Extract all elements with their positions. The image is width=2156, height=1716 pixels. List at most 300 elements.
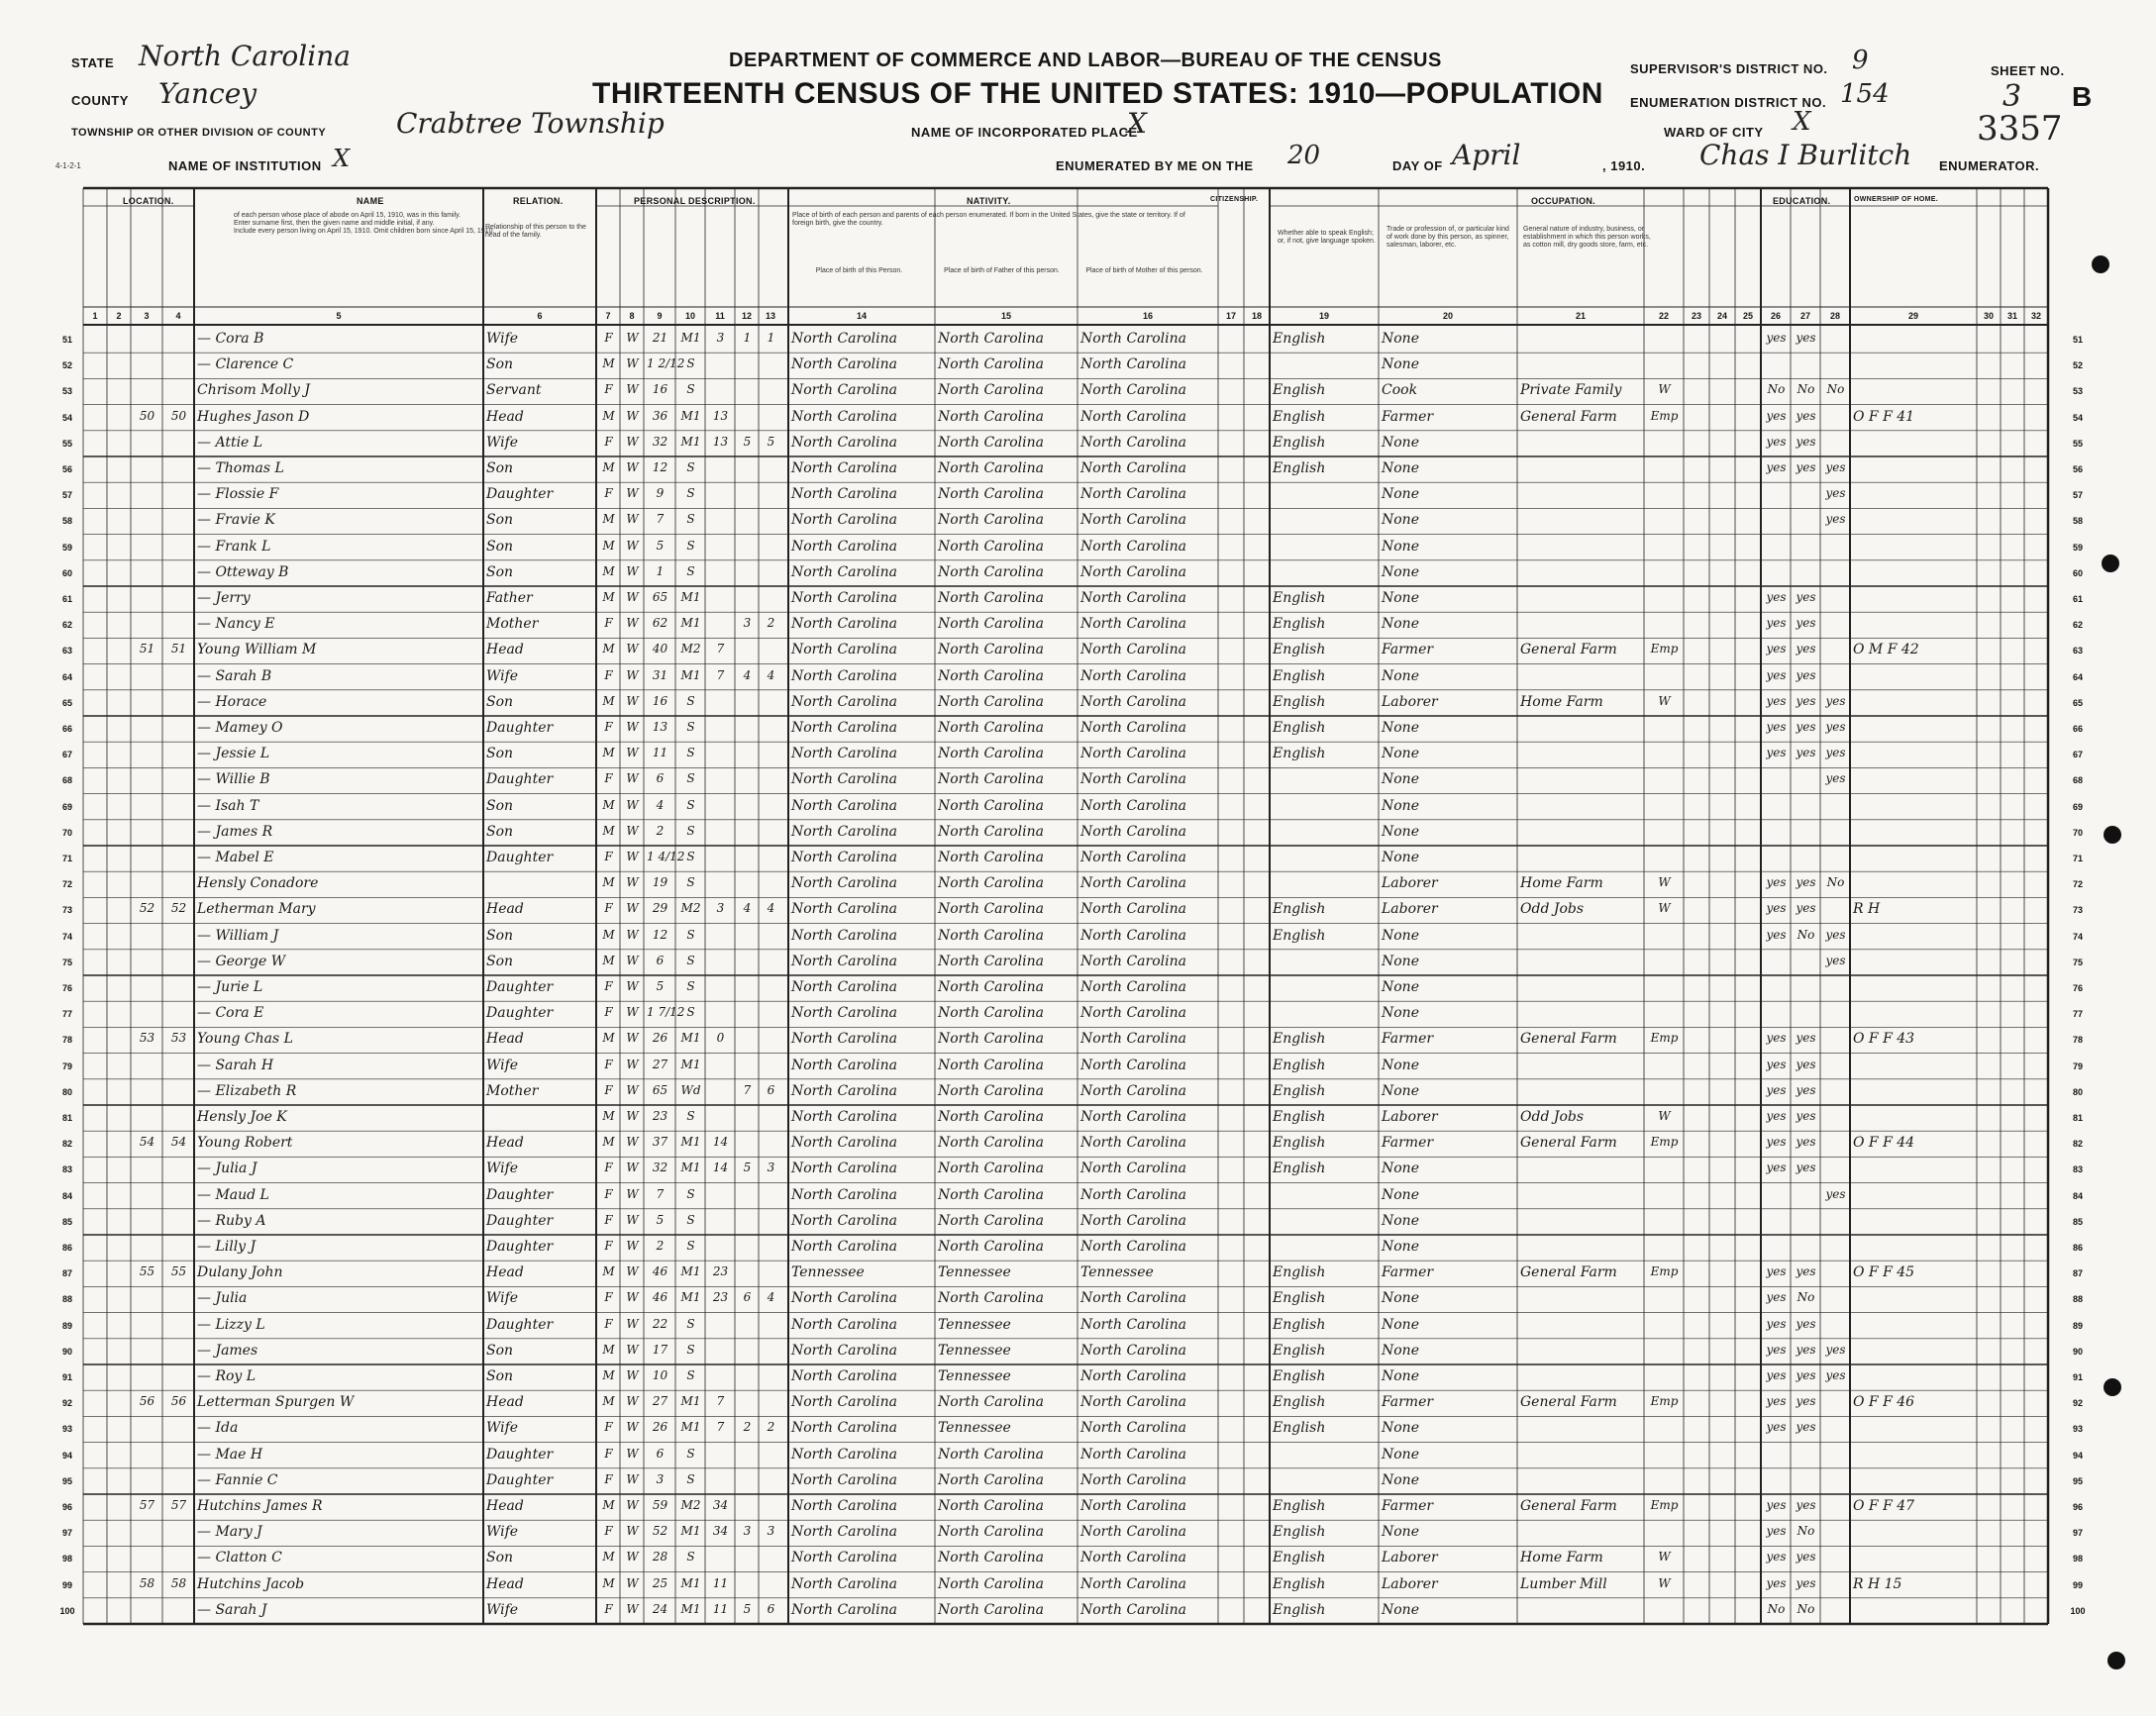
cell-trade: None bbox=[1382, 927, 1419, 944]
cell-children-born: 2 bbox=[743, 1420, 752, 1435]
cell-birth-father: North Carolina bbox=[938, 538, 1044, 555]
cell-write: No bbox=[1797, 1524, 1815, 1539]
cell-birth-mother: North Carolina bbox=[1080, 460, 1186, 476]
cell-age: 7 bbox=[656, 512, 665, 527]
cell-birth-father: North Carolina bbox=[938, 1471, 1044, 1488]
cell-language: English bbox=[1273, 746, 1326, 762]
cell-age: 27 bbox=[652, 1394, 668, 1409]
cell-birth-person: Tennessee bbox=[791, 1264, 865, 1281]
cell-race: W bbox=[626, 1161, 639, 1175]
line-number-right: 51 bbox=[2072, 335, 2083, 345]
line-number-left: 63 bbox=[61, 646, 72, 656]
enumerated-month: April bbox=[1452, 139, 1521, 171]
cell-birth-father: North Carolina bbox=[938, 875, 1044, 892]
state-label: STATE bbox=[71, 55, 115, 70]
cell-employer: Emp bbox=[1650, 1264, 1679, 1279]
cell-school: yes bbox=[1825, 460, 1846, 474]
cell-relation: Daughter bbox=[486, 1446, 554, 1463]
cell-relation: Son bbox=[486, 1368, 514, 1384]
cell-birth-father: North Carolina bbox=[938, 1575, 1044, 1592]
column-number: 32 bbox=[2030, 311, 2041, 321]
cell-employer: Emp bbox=[1650, 1394, 1679, 1409]
cell-write: yes bbox=[1796, 875, 1816, 890]
cell-birth-mother: North Carolina bbox=[1080, 746, 1186, 762]
cell-years-married: 0 bbox=[716, 1031, 725, 1046]
cell-birth-mother: North Carolina bbox=[1080, 1471, 1186, 1488]
cell-sex: M bbox=[602, 408, 615, 423]
cell-birth-person: North Carolina bbox=[791, 1471, 897, 1488]
cell-years-married: 13 bbox=[712, 434, 729, 449]
cell-school: No bbox=[1826, 875, 1845, 890]
cell-birth-person: North Carolina bbox=[791, 901, 897, 918]
cell-age: 65 bbox=[652, 1082, 668, 1097]
cell-school: yes bbox=[1825, 512, 1846, 527]
column-number: 3 bbox=[144, 311, 150, 321]
cell-birth-person: North Carolina bbox=[791, 1342, 897, 1359]
cell-write: yes bbox=[1796, 616, 1816, 631]
column-number: 6 bbox=[537, 311, 543, 321]
cell-age: 31 bbox=[652, 667, 668, 682]
cell-birth-mother: North Carolina bbox=[1080, 823, 1186, 840]
cell-age: 26 bbox=[652, 1031, 668, 1046]
cell-birth-person: North Carolina bbox=[791, 642, 897, 658]
cell-sex: F bbox=[604, 1316, 613, 1331]
cell-marital: S bbox=[686, 1368, 695, 1382]
line-number-right: 61 bbox=[2072, 594, 2083, 604]
cell-race: W bbox=[626, 1575, 639, 1590]
cell-children-living: 6 bbox=[767, 1082, 775, 1097]
cell-race: W bbox=[626, 460, 639, 474]
cell-employer: Emp bbox=[1650, 1031, 1679, 1046]
cell-relation: Son bbox=[486, 1342, 514, 1359]
cell-relation: Wife bbox=[486, 331, 519, 347]
cell-birth-father: North Carolina bbox=[938, 1446, 1044, 1463]
cell-industry: Home Farm bbox=[1520, 1550, 1603, 1566]
cell-read: yes bbox=[1766, 1498, 1787, 1512]
cell-name: — Roy L bbox=[197, 1368, 257, 1384]
cell-family: 58 bbox=[170, 1575, 187, 1590]
cell-birth-person: North Carolina bbox=[791, 1498, 897, 1514]
cell-birth-mother: North Carolina bbox=[1080, 1005, 1186, 1022]
cell-language: English bbox=[1273, 1109, 1326, 1125]
line-number-right: 91 bbox=[2072, 1372, 2083, 1382]
cell-relation: Son bbox=[486, 746, 514, 762]
cell-birth-mother: North Carolina bbox=[1080, 667, 1186, 684]
cell-age: 5 bbox=[656, 1212, 665, 1227]
cell-sex: F bbox=[604, 1524, 613, 1539]
cell-marital: S bbox=[686, 746, 695, 760]
cell-language: English bbox=[1273, 434, 1326, 451]
cell-race: W bbox=[626, 953, 639, 967]
line-number-left: 81 bbox=[61, 1113, 72, 1123]
line-number-right: 80 bbox=[2072, 1086, 2083, 1097]
cell-read: yes bbox=[1766, 927, 1787, 942]
cell-language: English bbox=[1273, 901, 1326, 918]
line-number-left: 79 bbox=[61, 1060, 72, 1071]
cell-write: yes bbox=[1796, 1368, 1816, 1382]
cell-industry: General Farm bbox=[1520, 1031, 1617, 1048]
cell-age: 62 bbox=[652, 616, 668, 631]
cell-write: yes bbox=[1796, 1394, 1816, 1409]
cell-name: — Nancy E bbox=[197, 616, 275, 633]
cell-trade: Laborer bbox=[1382, 1575, 1438, 1592]
cell-birth-father: Tennessee bbox=[938, 1420, 1011, 1437]
cell-birth-mother: North Carolina bbox=[1080, 1446, 1186, 1463]
cell-age: 36 bbox=[652, 408, 668, 423]
cell-sex: F bbox=[604, 1212, 613, 1227]
cell-write: yes bbox=[1796, 1550, 1816, 1565]
cell-name: — Clarence C bbox=[197, 356, 294, 373]
cell-trade: None bbox=[1382, 771, 1419, 788]
cell-race: W bbox=[626, 356, 639, 371]
cell-trade: Farmer bbox=[1382, 1498, 1434, 1514]
cell-read: yes bbox=[1766, 408, 1787, 423]
cell-race: W bbox=[626, 667, 639, 682]
cell-name: — Mae H bbox=[197, 1446, 263, 1463]
cell-own: R H 15 bbox=[1853, 1575, 1902, 1592]
cell-write: yes bbox=[1796, 1316, 1816, 1331]
line-number-left: 98 bbox=[61, 1554, 72, 1565]
language-desc: Whether able to speak English; or, if not, give language spoken. bbox=[1278, 230, 1376, 245]
cell-age: 32 bbox=[652, 434, 668, 449]
cell-dwelling: 52 bbox=[139, 901, 155, 916]
cell-language: English bbox=[1273, 1290, 1326, 1307]
cell-birth-father: North Carolina bbox=[938, 979, 1044, 995]
cell-relation: Wife bbox=[486, 1290, 519, 1307]
cell-relation: Son bbox=[486, 953, 514, 969]
cell-read: yes bbox=[1766, 693, 1787, 708]
line-number-left: 78 bbox=[61, 1035, 72, 1046]
cell-read: No bbox=[1767, 1601, 1786, 1616]
cell-own: O F F 45 bbox=[1853, 1264, 1915, 1281]
cell-industry: Home Farm bbox=[1520, 875, 1603, 892]
cell-race: W bbox=[626, 1550, 639, 1565]
cell-children-living: 2 bbox=[767, 616, 775, 631]
cell-name: — Fravie K bbox=[197, 512, 275, 529]
cell-birth-mother: North Carolina bbox=[1080, 693, 1186, 710]
cell-language: English bbox=[1273, 1550, 1326, 1566]
cell-age: 12 bbox=[652, 927, 668, 942]
enumerated-label: ENUMERATED BY ME ON THE bbox=[1056, 158, 1254, 173]
cell-race: W bbox=[626, 1005, 639, 1020]
cell-relation: Wife bbox=[486, 1161, 519, 1177]
cell-relation: Head bbox=[486, 642, 524, 658]
column-number: 9 bbox=[657, 311, 663, 321]
line-number-right: 95 bbox=[2072, 1475, 2083, 1486]
cell-birth-father: Tennessee bbox=[938, 1342, 1011, 1359]
cell-birth-father: North Carolina bbox=[938, 382, 1044, 399]
cell-age: 40 bbox=[652, 642, 668, 656]
incorporated-label: NAME OF INCORPORATED PLACE bbox=[911, 125, 1138, 140]
cell-sex: M bbox=[602, 512, 615, 527]
cell-race: W bbox=[626, 512, 639, 527]
cell-sex: M bbox=[602, 1135, 615, 1150]
cell-birth-father: North Carolina bbox=[938, 1394, 1044, 1411]
cell-birth-person: North Carolina bbox=[791, 797, 897, 814]
cell-birth-person: North Carolina bbox=[791, 1161, 897, 1177]
cell-read: yes bbox=[1766, 616, 1787, 631]
cell-name: Hutchins Jacob bbox=[197, 1575, 305, 1592]
cell-trade: Farmer bbox=[1382, 1264, 1434, 1281]
cell-marital: S bbox=[686, 823, 695, 838]
cell-read: yes bbox=[1766, 1368, 1787, 1382]
cell-trade: None bbox=[1382, 667, 1419, 684]
cell-trade: None bbox=[1382, 1342, 1419, 1359]
column-number: 17 bbox=[1225, 311, 1236, 321]
enumerated-day: 20 bbox=[1287, 141, 1321, 170]
cell-trade: Laborer bbox=[1382, 875, 1438, 892]
line-number-right: 74 bbox=[2072, 931, 2083, 942]
cell-relation: Daughter bbox=[486, 1316, 554, 1333]
cell-birth-father: North Carolina bbox=[938, 667, 1044, 684]
cell-name: Young Chas L bbox=[197, 1031, 293, 1048]
cell-birth-mother: Tennessee bbox=[1080, 1264, 1154, 1281]
incorporated-value: X bbox=[1127, 107, 1147, 140]
cell-relation: Head bbox=[486, 1264, 524, 1281]
cell-birth-person: North Carolina bbox=[791, 1446, 897, 1463]
cell-industry: Odd Jobs bbox=[1520, 1109, 1585, 1125]
line-number-left: 60 bbox=[61, 567, 72, 578]
cell-sex: M bbox=[602, 1109, 615, 1123]
cell-name: — Horace bbox=[197, 693, 267, 710]
cell-children-living: 2 bbox=[767, 1420, 775, 1435]
cell-language: English bbox=[1273, 1264, 1326, 1281]
cell-employer: W bbox=[1658, 693, 1671, 708]
cell-birth-father: North Carolina bbox=[938, 1290, 1044, 1307]
cell-birth-person: North Carolina bbox=[791, 1057, 897, 1073]
cell-children-born: 4 bbox=[743, 901, 752, 916]
line-number-right: 85 bbox=[2072, 1216, 2083, 1227]
line-number-right: 84 bbox=[2072, 1190, 2083, 1201]
cell-birth-person: North Carolina bbox=[791, 875, 897, 892]
cell-own: O M F 42 bbox=[1853, 642, 1919, 658]
cell-race: W bbox=[626, 720, 639, 734]
cell-name: Letterman Spurgen W bbox=[197, 1394, 355, 1411]
cell-trade: Farmer bbox=[1382, 642, 1434, 658]
cell-birth-person: North Carolina bbox=[791, 512, 897, 529]
cell-read: yes bbox=[1766, 1316, 1787, 1331]
cell-sex: F bbox=[604, 331, 613, 345]
cell-marital: S bbox=[686, 1471, 695, 1486]
cell-read: yes bbox=[1766, 1550, 1787, 1565]
cell-birth-father: North Carolina bbox=[938, 1550, 1044, 1566]
cell-family: 56 bbox=[170, 1394, 187, 1409]
cell-trade: None bbox=[1382, 746, 1419, 762]
cell-birth-person: North Carolina bbox=[791, 1420, 897, 1437]
cell-race: W bbox=[626, 797, 639, 812]
cell-marital: M1 bbox=[680, 1057, 701, 1071]
cell-age: 11 bbox=[652, 746, 668, 760]
cell-race: W bbox=[626, 486, 639, 501]
line-number-left: 73 bbox=[61, 905, 72, 916]
cell-relation: Daughter bbox=[486, 720, 554, 736]
cell-birth-person: North Carolina bbox=[791, 850, 897, 865]
column-number: 25 bbox=[1742, 311, 1753, 321]
cell-race: W bbox=[626, 1212, 639, 1227]
cell-birth-person: North Carolina bbox=[791, 823, 897, 840]
county-label: COUNTY bbox=[71, 93, 129, 108]
cell-read: yes bbox=[1766, 1420, 1787, 1435]
cell-trade: None bbox=[1382, 563, 1419, 580]
line-number-left: 54 bbox=[61, 412, 72, 423]
line-number-left: 61 bbox=[61, 594, 72, 604]
cell-birth-mother: North Carolina bbox=[1080, 331, 1186, 347]
cell-marital: S bbox=[686, 1446, 695, 1461]
name-desc-3: Include every person living on April 15, 1910. Omit children born since April 15, 1910. bbox=[234, 228, 495, 235]
line-number-right: 98 bbox=[2072, 1554, 2083, 1565]
cell-sex: F bbox=[604, 1161, 613, 1175]
line-number-right: 69 bbox=[2072, 801, 2083, 812]
cell-language: English bbox=[1273, 1316, 1326, 1333]
cell-language: English bbox=[1273, 1601, 1326, 1618]
line-number-left: 83 bbox=[61, 1164, 72, 1175]
cell-birth-person: North Carolina bbox=[791, 979, 897, 995]
supervisor-label: SUPERVISOR'S DISTRICT NO. bbox=[1630, 61, 1828, 76]
cell-industry: General Farm bbox=[1520, 1498, 1617, 1514]
cell-years-married: 14 bbox=[712, 1135, 729, 1150]
cell-relation: Head bbox=[486, 1135, 524, 1152]
cell-sex: M bbox=[602, 356, 615, 371]
line-number-right: 90 bbox=[2072, 1346, 2083, 1357]
cell-birth-person: North Carolina bbox=[791, 434, 897, 451]
cell-read: yes bbox=[1766, 460, 1787, 474]
line-number-right: 89 bbox=[2072, 1320, 2083, 1331]
line-number-left: 71 bbox=[61, 854, 72, 863]
cell-relation: Mother bbox=[486, 616, 539, 633]
cell-marital: S bbox=[686, 1212, 695, 1227]
cell-birth-person: North Carolina bbox=[791, 1135, 897, 1152]
cell-dwelling: 55 bbox=[139, 1264, 155, 1279]
cell-age: 16 bbox=[652, 382, 668, 397]
cell-birth-mother: North Carolina bbox=[1080, 771, 1186, 788]
line-number-left: 77 bbox=[61, 1009, 72, 1020]
line-number-left: 88 bbox=[61, 1294, 72, 1305]
cell-birth-person: North Carolina bbox=[791, 408, 897, 425]
line-number-right: 53 bbox=[2072, 386, 2083, 397]
punch-hole bbox=[2104, 1378, 2121, 1396]
cell-read: yes bbox=[1766, 746, 1787, 760]
cell-name: Hutchins James R bbox=[197, 1498, 323, 1514]
institution-value: X bbox=[333, 145, 351, 172]
cell-sex: F bbox=[604, 1446, 613, 1461]
cell-sex: M bbox=[602, 927, 615, 942]
enumerator-label: ENUMERATOR. bbox=[1939, 158, 2040, 173]
cell-birth-father: North Carolina bbox=[938, 823, 1044, 840]
cell-write: yes bbox=[1796, 1031, 1816, 1046]
cell-name: — Sarah J bbox=[197, 1601, 267, 1618]
cell-trade: None bbox=[1382, 797, 1419, 814]
cell-relation: Daughter bbox=[486, 771, 554, 788]
cell-birth-mother: North Carolina bbox=[1080, 356, 1186, 373]
column-number: 27 bbox=[1799, 311, 1810, 321]
cell-sex: M bbox=[602, 1031, 615, 1046]
day-of-label: DAY OF bbox=[1392, 158, 1443, 173]
cell-birth-father: North Carolina bbox=[938, 486, 1044, 503]
cell-birth-mother: North Carolina bbox=[1080, 408, 1186, 425]
cell-name: — George W bbox=[197, 953, 286, 969]
line-number-right: 93 bbox=[2072, 1424, 2083, 1435]
cell-relation: Mother bbox=[486, 1082, 539, 1099]
cell-trade: None bbox=[1382, 1471, 1419, 1488]
cell-birth-father: North Carolina bbox=[938, 1031, 1044, 1048]
cell-relation: Son bbox=[486, 538, 514, 555]
line-number-right: 62 bbox=[2072, 620, 2083, 631]
cell-marital: M1 bbox=[680, 331, 701, 345]
cell-marital: S bbox=[686, 382, 695, 397]
cell-race: W bbox=[626, 1057, 639, 1071]
cell-relation: Daughter bbox=[486, 1005, 554, 1022]
cell-birth-person: North Carolina bbox=[791, 1082, 897, 1099]
cell-language: English bbox=[1273, 382, 1326, 399]
cell-children-living: 6 bbox=[767, 1601, 775, 1616]
cell-relation: Son bbox=[486, 693, 514, 710]
cell-sex: M bbox=[602, 642, 615, 656]
cell-language: English bbox=[1273, 1031, 1326, 1048]
cell-trade: None bbox=[1382, 1005, 1419, 1022]
line-number-right: 73 bbox=[2072, 905, 2083, 916]
cell-marital: M1 bbox=[680, 1420, 701, 1435]
cell-race: W bbox=[626, 1290, 639, 1305]
cell-write: yes bbox=[1796, 1342, 1816, 1357]
line-number-left: 74 bbox=[61, 931, 72, 942]
cell-birth-mother: North Carolina bbox=[1080, 797, 1186, 814]
cell-age: 25 bbox=[652, 1575, 668, 1590]
cell-trade: None bbox=[1382, 616, 1419, 633]
cell-race: W bbox=[626, 1446, 639, 1461]
cell-marital: S bbox=[686, 850, 695, 863]
enumeration-value: 154 bbox=[1840, 79, 1890, 109]
cell-race: W bbox=[626, 771, 639, 786]
cell-race: W bbox=[626, 642, 639, 656]
cell-marital: S bbox=[686, 771, 695, 786]
cell-trade: None bbox=[1382, 1446, 1419, 1463]
cell-read: yes bbox=[1766, 1575, 1787, 1590]
cell-years-married: 7 bbox=[716, 1420, 725, 1435]
cell-language: English bbox=[1273, 1524, 1326, 1541]
line-number-right: 94 bbox=[2072, 1450, 2083, 1461]
cell-birth-mother: North Carolina bbox=[1080, 1601, 1186, 1618]
cell-birth-person: North Carolina bbox=[791, 1212, 897, 1229]
cell-marital: M1 bbox=[680, 1290, 701, 1305]
cell-birth-father: North Carolina bbox=[938, 1005, 1044, 1022]
line-number-right: 64 bbox=[2072, 671, 2083, 682]
cell-dwelling: 58 bbox=[139, 1575, 155, 1590]
line-number-left: 62 bbox=[61, 620, 72, 631]
line-number-left: 64 bbox=[61, 671, 72, 682]
cell-birth-mother: North Carolina bbox=[1080, 616, 1186, 633]
line-number-right: 100 bbox=[2070, 1605, 2086, 1616]
column-number: 31 bbox=[2006, 311, 2017, 321]
cell-name: — Frank L bbox=[197, 538, 271, 555]
cell-marital: M1 bbox=[680, 434, 701, 449]
cell-marital: S bbox=[686, 563, 695, 578]
cell-name: — Cora E bbox=[197, 1005, 264, 1022]
cell-birth-mother: North Carolina bbox=[1080, 1498, 1186, 1514]
cell-relation: Daughter bbox=[486, 850, 554, 865]
cell-birth-father: North Carolina bbox=[938, 720, 1044, 736]
cell-children-born: 6 bbox=[743, 1290, 752, 1305]
cell-birth-mother: North Carolina bbox=[1080, 927, 1186, 944]
cell-employer: W bbox=[1658, 875, 1671, 890]
cell-birth-father: North Carolina bbox=[938, 563, 1044, 580]
cell-age: 27 bbox=[652, 1057, 668, 1071]
line-number-left: 55 bbox=[61, 438, 72, 449]
cell-children-living: 4 bbox=[767, 667, 775, 682]
line-number-left: 52 bbox=[61, 360, 72, 371]
line-number-right: 55 bbox=[2072, 438, 2083, 449]
cell-name: — James bbox=[197, 1342, 258, 1359]
cell-marital: M2 bbox=[680, 642, 701, 656]
